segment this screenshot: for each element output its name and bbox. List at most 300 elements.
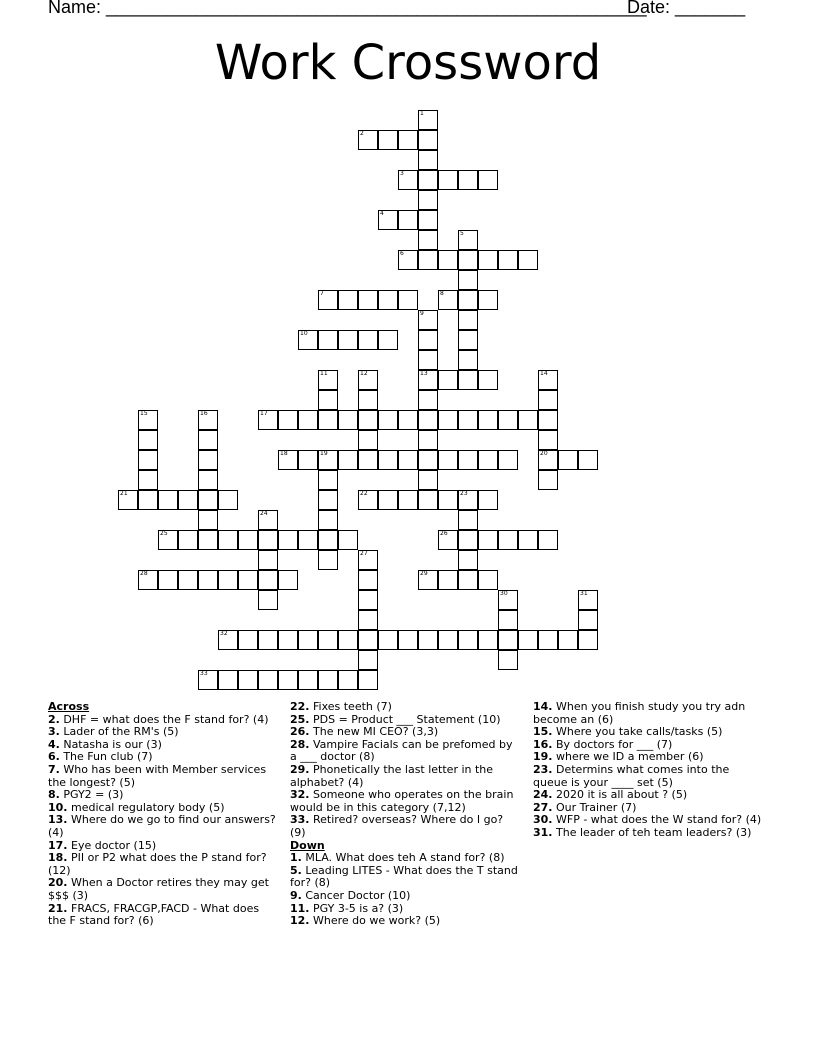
crossword-cell[interactable] (378, 490, 398, 510)
crossword-cell[interactable] (198, 510, 218, 530)
crossword-cell[interactable] (318, 450, 338, 470)
clue-text: When a Doctor retires they may get $$$ (3) (48, 876, 269, 902)
crossword-cell[interactable] (438, 370, 458, 390)
crossword-cell[interactable] (358, 370, 378, 390)
crossword-cell[interactable] (418, 350, 438, 370)
clue-number-label: 27. (533, 800, 553, 814)
page-title: Work Crossword (214, 35, 602, 91)
crossword-cell[interactable] (578, 610, 598, 630)
crossword-cell[interactable] (138, 450, 158, 470)
crossword-cell[interactable] (138, 430, 158, 450)
crossword-cell[interactable] (378, 630, 398, 650)
crossword-cell[interactable] (418, 390, 438, 410)
crossword-cell[interactable] (498, 410, 518, 430)
crossword-cell[interactable] (178, 530, 198, 550)
crossword-cell[interactable] (398, 290, 418, 310)
crossword-cell[interactable] (158, 570, 178, 590)
crossword-cell[interactable] (338, 330, 358, 350)
down-clue (290, 915, 522, 928)
crossword-cell[interactable] (478, 410, 498, 430)
crossword-cell[interactable] (438, 170, 458, 190)
clue-number-label: 5. (290, 863, 302, 877)
crossword-cell[interactable] (338, 450, 358, 470)
clue-number-label: 18. (48, 851, 68, 865)
clue-number-label: 28. (290, 737, 310, 751)
crossword-cell[interactable] (358, 650, 378, 670)
crossword-cell[interactable] (138, 410, 158, 430)
crossword-cell[interactable] (458, 630, 478, 650)
clue-number-label: 26. (290, 725, 310, 739)
crossword-cell[interactable] (178, 490, 198, 510)
crossword-cell[interactable] (238, 530, 258, 550)
crossword-cell[interactable] (478, 290, 498, 310)
crossword-cell[interactable] (438, 250, 458, 270)
clue-number: 2 (360, 130, 364, 137)
crossword-cell[interactable] (358, 590, 378, 610)
crossword-cell[interactable] (158, 530, 178, 550)
header (0, 0, 816, 22)
crossword-cell[interactable] (378, 450, 398, 470)
crossword-cell[interactable] (538, 530, 558, 550)
crossword-cell[interactable] (358, 430, 378, 450)
clue-number: 4 (380, 210, 384, 217)
clue-number-label: 1. (290, 851, 302, 865)
crossword-cell[interactable] (258, 570, 278, 590)
clue-number: 18 (280, 450, 288, 457)
crossword-cell[interactable] (418, 430, 438, 450)
clue-text: Vampire Facials can be prefomed by a ___ doctor (8) (290, 737, 513, 764)
clue-text: The Fun club (7) (59, 750, 153, 764)
clue-text: Our Trainer (7) (552, 800, 637, 814)
crossword-cell[interactable] (578, 450, 598, 470)
clue-number-label: 3. (48, 725, 60, 739)
crossword-cell[interactable] (318, 670, 338, 690)
crossword-cell[interactable] (338, 530, 358, 550)
clue-number: 14 (540, 370, 548, 377)
name-field-label[interactable]: Name: ______________________________________________________ (48, 0, 647, 17)
crossword-cell[interactable] (318, 330, 338, 350)
across-clue (290, 739, 522, 764)
clue-number-label: 20. (48, 876, 68, 890)
clue-number: 24 (260, 510, 268, 517)
crossword-cell[interactable] (278, 530, 298, 550)
crossword-cell[interactable] (198, 470, 218, 490)
clue-number-label: 7. (48, 762, 60, 776)
clue-number: 13 (420, 370, 428, 377)
clue-number: 29 (420, 570, 428, 577)
crossword-cell[interactable] (478, 250, 498, 270)
crossword-cell[interactable] (298, 450, 318, 470)
clue-text: Fixes teeth (7) (309, 700, 392, 713)
crossword-cell[interactable] (518, 630, 538, 650)
clue-number-label: 8. (48, 788, 60, 802)
clue-number: 7 (320, 290, 324, 297)
down-clue (533, 764, 765, 789)
crossword-cell[interactable] (418, 150, 438, 170)
clue-text: 2020 it is all about ? (5) (552, 788, 688, 802)
crossword-cell[interactable] (138, 470, 158, 490)
crossword-cell[interactable] (498, 250, 518, 270)
crossword-cell[interactable] (478, 630, 498, 650)
down-clue-list-continued (533, 701, 765, 840)
crossword-cell[interactable] (538, 390, 558, 410)
clue-number: 12 (360, 370, 368, 377)
crossword-cell[interactable] (338, 670, 358, 690)
crossword-cell[interactable] (218, 670, 238, 690)
crossword-cell[interactable] (238, 670, 258, 690)
clue-number: 27 (360, 550, 368, 557)
crossword-cell[interactable] (358, 290, 378, 310)
crossword-cell[interactable] (478, 490, 498, 510)
crossword-cell[interactable] (518, 530, 538, 550)
crossword-cell[interactable] (258, 410, 278, 430)
down-clue (290, 865, 522, 890)
clue-number-label: 2. (48, 712, 60, 726)
crossword-cell[interactable] (158, 490, 178, 510)
clue-text: FRACS, FRACGP,FACD - What does the F stand for? (6) (48, 901, 260, 928)
crossword-cell[interactable] (578, 630, 598, 650)
crossword-cell[interactable] (498, 650, 518, 670)
clue-number-label: 13. (48, 813, 68, 827)
crossword-cell[interactable] (418, 110, 438, 130)
clue-text: PDS = Product ___ Statement (10) (309, 712, 501, 726)
crossword-cell[interactable] (538, 450, 558, 470)
clue-number-label: 22. (290, 700, 310, 713)
crossword-cell[interactable] (358, 390, 378, 410)
clue-number-label: 32. (290, 788, 310, 802)
crossword-cell[interactable] (318, 410, 338, 430)
clue-number-label: 16. (533, 737, 553, 751)
clue-number: 3 (400, 170, 404, 177)
crossword-cell[interactable] (498, 630, 518, 650)
clue-text: Phonetically the last letter in the alphabet? (4) (290, 762, 494, 789)
crossword-cell[interactable] (398, 450, 418, 470)
crossword-cell[interactable] (418, 330, 438, 350)
crossword-cell[interactable] (418, 570, 438, 590)
crossword-cell[interactable] (358, 330, 378, 350)
crossword-cell[interactable] (198, 570, 218, 590)
clue-number: 21 (120, 490, 128, 497)
crossword-cell[interactable] (358, 570, 378, 590)
crossword-cell[interactable] (318, 370, 338, 390)
crossword-cell[interactable] (458, 310, 478, 330)
crossword-cell[interactable] (458, 370, 478, 390)
crossword-cell[interactable] (398, 490, 418, 510)
crossword-cell[interactable] (458, 230, 478, 250)
crossword-cell[interactable] (358, 610, 378, 630)
crossword-cell[interactable] (538, 430, 558, 450)
crossword-cell[interactable] (418, 490, 438, 510)
clue-number: 6 (400, 250, 404, 257)
crossword-cell[interactable] (358, 410, 378, 430)
crossword-cell[interactable] (378, 330, 398, 350)
crossword-cell[interactable] (298, 630, 318, 650)
across-clue-list-continued (290, 701, 522, 840)
crossword-cell[interactable] (478, 450, 498, 470)
clue-number: 9 (420, 310, 424, 317)
clue-number: 5 (460, 230, 464, 237)
across-clue (48, 814, 280, 839)
clue-text: Who has been with Member services the longest? (5) (48, 762, 267, 789)
across-clue (48, 764, 280, 789)
clue-number: 22 (360, 490, 368, 497)
crossword-cell[interactable] (418, 450, 438, 470)
crossword-cell[interactable] (418, 230, 438, 250)
crossword-cell[interactable] (318, 630, 338, 650)
crossword-cell[interactable] (278, 630, 298, 650)
clue-number-label: 25. (290, 712, 310, 726)
crossword-cell[interactable] (218, 630, 238, 650)
crossword-cell[interactable] (198, 670, 218, 690)
crossword-cell[interactable] (518, 410, 538, 430)
crossword-cell[interactable] (298, 410, 318, 430)
crossword-cell[interactable] (218, 570, 238, 590)
crossword-cell[interactable] (418, 310, 438, 330)
crossword-cell[interactable] (458, 270, 478, 290)
clue-text: Where do we go to find our answers? (4) (48, 813, 276, 839)
clue-number: 1 (420, 110, 424, 117)
clue-number-label: 11. (290, 901, 310, 915)
crossword-cell[interactable] (498, 610, 518, 630)
crossword-cell[interactable] (418, 470, 438, 490)
clue-number-label: 10. (48, 800, 68, 814)
clue-number-label: 4. (48, 737, 60, 751)
crossword-cell[interactable] (198, 410, 218, 430)
crossword-cell[interactable] (238, 570, 258, 590)
crossword-cell[interactable] (338, 630, 358, 650)
clue-number: 32 (220, 630, 228, 637)
crossword-cell[interactable] (438, 630, 458, 650)
crossword-cell[interactable] (318, 510, 338, 530)
clue-text: WFP - what does the W stand for? (4) (552, 813, 762, 827)
clue-number-label: 21. (48, 901, 68, 915)
clue-number-label: 19. (533, 750, 553, 764)
crossword-cell[interactable] (298, 670, 318, 690)
crossword-cell[interactable] (458, 410, 478, 430)
clue-number-label: 12. (290, 914, 310, 928)
crossword-cell[interactable] (258, 590, 278, 610)
clue-number-label: 15. (533, 725, 553, 739)
crossword-cell[interactable] (458, 550, 478, 570)
clue-number-label: 6. (48, 750, 60, 764)
crossword-cell[interactable] (478, 530, 498, 550)
crossword-cell[interactable] (358, 630, 378, 650)
crossword-cell[interactable] (418, 630, 438, 650)
clue-number: 15 (140, 410, 148, 417)
clue-number: 8 (440, 290, 444, 297)
crossword-cell[interactable] (398, 410, 418, 430)
crossword-cell[interactable] (318, 470, 338, 490)
crossword-cell[interactable] (358, 130, 378, 150)
clue-number-label: 24. (533, 788, 553, 802)
crossword-cell[interactable] (458, 530, 478, 550)
crossword-cell[interactable] (318, 390, 338, 410)
crossword-cell[interactable] (438, 570, 458, 590)
crossword-cell[interactable] (538, 410, 558, 430)
crossword-cell[interactable] (258, 510, 278, 530)
crossword-cell[interactable] (518, 250, 538, 270)
clue-number: 26 (440, 530, 448, 537)
crossword-cell[interactable] (178, 570, 198, 590)
crossword-cell[interactable] (358, 550, 378, 570)
crossword-cell[interactable] (378, 210, 398, 230)
crossword-cell[interactable] (558, 630, 578, 650)
crossword-cell[interactable] (398, 130, 418, 150)
crossword-cell[interactable] (278, 410, 298, 430)
clue-column-1 (48, 701, 280, 928)
clue-number-label: 14. (533, 700, 553, 713)
crossword-cell[interactable] (458, 170, 478, 190)
clue-text: When you finish study you try adn become an (6) (533, 700, 746, 726)
clue-number: 23 (460, 490, 468, 497)
crossword-cell[interactable] (418, 190, 438, 210)
across-heading: Across (48, 700, 90, 713)
clue-text: Leading LITES - What does the T stand for? (8) (290, 863, 518, 890)
down-clue (533, 701, 765, 726)
down-clue (533, 827, 765, 840)
across-clue-list (48, 714, 280, 928)
crossword-cell[interactable] (498, 450, 518, 470)
clue-number-label: 33. (290, 813, 310, 827)
crossword-cell[interactable] (458, 350, 478, 370)
crossword-cell[interactable] (318, 550, 338, 570)
across-clue (48, 877, 280, 902)
crossword-cell[interactable] (298, 530, 318, 550)
clue-number: 10 (300, 330, 308, 337)
crossword-cell[interactable] (438, 530, 458, 550)
crossword-cell[interactable] (258, 530, 278, 550)
crossword-cell[interactable] (458, 510, 478, 530)
clue-text: Lader of the RM's (5) (59, 725, 179, 739)
crossword-cell[interactable] (458, 450, 478, 470)
clue-text: Where do we work? (5) (309, 914, 441, 928)
crossword-cell[interactable] (398, 630, 418, 650)
clue-column-3 (533, 701, 765, 840)
crossword-cell[interactable] (438, 290, 458, 310)
crossword-cell[interactable] (458, 490, 478, 510)
crossword-cell[interactable] (198, 530, 218, 550)
clue-text: The new MI CEO? (3,3) (309, 725, 439, 739)
crossword-cell[interactable] (338, 410, 358, 430)
crossword-cell[interactable] (418, 210, 438, 230)
clue-number: 17 (260, 410, 268, 417)
clue-text: MLA. What does teh A stand for? (8) (301, 851, 505, 865)
clue-text: By doctors for ___ (7) (552, 737, 673, 751)
crossword-cell[interactable] (418, 410, 438, 430)
clue-number: 31 (580, 590, 588, 597)
crossword-cell[interactable] (298, 330, 318, 350)
crossword-cell[interactable] (218, 490, 238, 510)
crossword-cell[interactable] (478, 170, 498, 190)
crossword-cell[interactable] (278, 450, 298, 470)
crossword-cell[interactable] (498, 530, 518, 550)
crossword-cell[interactable] (318, 290, 338, 310)
clue-text: PII or P2 what does the P stand for? (12) (48, 851, 267, 877)
clue-number: 16 (200, 410, 208, 417)
crossword-cell[interactable] (418, 130, 438, 150)
crossword-cell[interactable] (238, 630, 258, 650)
crossword-cell[interactable] (478, 370, 498, 390)
down-clue-list (290, 852, 522, 928)
crossword-cell[interactable] (458, 570, 478, 590)
crossword-cell[interactable] (398, 210, 418, 230)
crossword-cell[interactable] (418, 370, 438, 390)
across-clue (290, 764, 522, 789)
clue-number: 25 (160, 530, 168, 537)
crossword-cell[interactable] (578, 590, 598, 610)
clue-text: DHF = what does the F stand for? (4) (59, 712, 269, 726)
crossword-cell[interactable] (438, 490, 458, 510)
crossword-cell[interactable] (358, 490, 378, 510)
date-field-label[interactable]: Date: _______ (627, 0, 746, 17)
crossword-cell[interactable] (358, 670, 378, 690)
crossword-cell[interactable] (258, 630, 278, 650)
crossword-cell[interactable] (398, 170, 418, 190)
clue-number-label: 30. (533, 813, 553, 827)
clue-text: PGY2 = (3) (59, 788, 124, 802)
crossword-cell[interactable] (538, 470, 558, 490)
crossword-cell[interactable] (378, 130, 398, 150)
crossword-cell[interactable] (538, 370, 558, 390)
crossword-cell[interactable] (198, 490, 218, 510)
crossword-cell[interactable] (458, 330, 478, 350)
clue-number-label: 31. (533, 825, 553, 839)
crossword-cell[interactable] (198, 450, 218, 470)
clue-number-label: 29. (290, 762, 310, 776)
crossword-cell[interactable] (398, 250, 418, 270)
crossword-cell[interactable] (538, 630, 558, 650)
clue-number-label: 9. (290, 888, 302, 902)
across-clue (48, 852, 280, 877)
crossword-cell[interactable] (258, 550, 278, 570)
crossword-cell[interactable] (118, 490, 138, 510)
crossword-cell[interactable] (438, 450, 458, 470)
clue-text: Eye doctor (15) (67, 838, 157, 852)
crossword-cell[interactable] (338, 290, 358, 310)
crossword-cell[interactable] (458, 290, 478, 310)
clue-text: Natasha is our (3) (59, 737, 162, 751)
clue-text: The leader of teh team leaders? (3) (552, 825, 752, 839)
clue-text: medical regulatory body (5) (67, 800, 225, 814)
crossword-cell[interactable] (198, 430, 218, 450)
crossword-cell[interactable] (278, 670, 298, 690)
crossword-cell[interactable] (378, 410, 398, 430)
clue-text: Someone who operates on the brain would be in this category (7,12) (290, 788, 514, 814)
clue-text: Retired? overseas? Where do I go? (9) (290, 813, 504, 839)
across-clue (48, 903, 280, 928)
crossword-cell[interactable] (378, 290, 398, 310)
crossword-cell[interactable] (498, 590, 518, 610)
clue-text: Cancer Doctor (10) (301, 888, 411, 902)
clue-number: 11 (320, 370, 328, 377)
crossword-cell[interactable] (318, 490, 338, 510)
crossword-cell[interactable] (418, 170, 438, 190)
crossword-cell[interactable] (318, 530, 338, 550)
crossword-cell[interactable] (358, 450, 378, 470)
crossword-cell[interactable] (258, 670, 278, 690)
crossword-cell[interactable] (138, 490, 158, 510)
crossword-cell[interactable] (438, 410, 458, 430)
crossword-cell[interactable] (418, 250, 438, 270)
crossword-cell[interactable] (218, 530, 238, 550)
clue-number: 30 (500, 590, 508, 597)
crossword-cell[interactable] (458, 250, 478, 270)
clue-number: 20 (540, 450, 548, 457)
crossword-cell[interactable] (558, 450, 578, 470)
crossword-cell[interactable] (138, 570, 158, 590)
crossword-cell[interactable] (278, 570, 298, 590)
crossword-cell[interactable] (478, 570, 498, 590)
